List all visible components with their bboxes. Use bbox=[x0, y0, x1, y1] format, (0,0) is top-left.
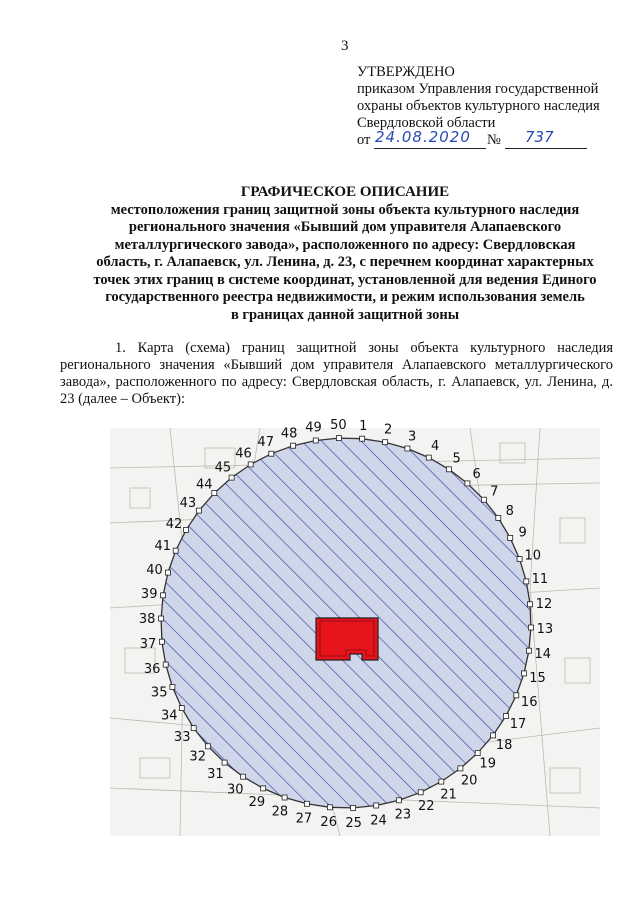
boundary-vertex bbox=[396, 798, 401, 803]
boundary-point-label: 15 bbox=[529, 671, 546, 687]
boundary-vertex bbox=[522, 671, 527, 676]
boundary-vertex bbox=[173, 548, 178, 553]
boundary-point-label: 29 bbox=[248, 794, 266, 810]
title-line-5: область, г. Алапаевск, ул. Ленина, д. 23, с перечнем координат характерных bbox=[96, 254, 594, 270]
boundary-vertex bbox=[229, 475, 234, 480]
boundary-vertex bbox=[166, 570, 171, 575]
boundary-point-label: 8 bbox=[505, 504, 514, 519]
order-line bbox=[357, 128, 637, 150]
title-line-2: местоположения границ защитной зоны объекта культурного наследия bbox=[110, 201, 580, 218]
boundary-vertex bbox=[269, 451, 274, 456]
order-number-label: № bbox=[487, 132, 501, 148]
boundary-vertex bbox=[528, 625, 533, 630]
boundary-vertex bbox=[184, 527, 189, 532]
boundary-point-label: 44 bbox=[196, 477, 213, 493]
boundary-point-label: 30 bbox=[227, 782, 244, 798]
boundary-point-label: 37 bbox=[139, 637, 157, 653]
boundary-vertex bbox=[503, 714, 508, 719]
boundary-point-label: 11 bbox=[531, 572, 549, 588]
order-number: 737 bbox=[525, 128, 554, 146]
boundary-point-label: 26 bbox=[320, 815, 337, 831]
boundary-vertex bbox=[374, 803, 379, 808]
boundary-vertex bbox=[261, 786, 266, 791]
boundary-vertex bbox=[528, 602, 533, 607]
approval-line-1: приказом Управления государственной bbox=[357, 81, 599, 97]
boundary-point-label: 40 bbox=[146, 562, 163, 578]
boundary-vertex bbox=[526, 648, 531, 653]
boundary-point-label: 36 bbox=[143, 661, 161, 677]
boundary-point-label: 9 bbox=[518, 525, 527, 541]
title-line-8: в границах данной защитной зоны bbox=[230, 306, 460, 323]
boundary-vertex bbox=[248, 462, 253, 467]
boundary-vertex bbox=[163, 662, 168, 667]
boundary-point-label: 24 bbox=[370, 813, 387, 829]
boundary-vertex bbox=[465, 481, 470, 486]
boundary-point-label: 34 bbox=[161, 708, 178, 724]
boundary-vertex bbox=[327, 805, 332, 810]
boundary-point-label: 2 bbox=[383, 422, 393, 438]
title-line-3: регионального значения «Бывший дом управителя Алапаевского bbox=[128, 219, 562, 235]
order-date: 24.08.2020 bbox=[375, 128, 471, 146]
order-from-label: от bbox=[357, 132, 371, 148]
boundary-vertex bbox=[336, 436, 341, 441]
boundary-vertex bbox=[446, 467, 451, 472]
boundary-point-label: 42 bbox=[165, 516, 183, 532]
boundary-vertex bbox=[161, 593, 166, 598]
boundary-vertex bbox=[475, 750, 480, 755]
boundary-point-label: 48 bbox=[280, 426, 298, 442]
boundary-point-label: 18 bbox=[495, 737, 513, 753]
boundary-vertex bbox=[159, 639, 164, 644]
boundary-vertex bbox=[405, 446, 410, 451]
boundary-vertex bbox=[481, 497, 486, 502]
boundary-point-label: 25 bbox=[345, 815, 362, 831]
title-line-1: ГРАФИЧЕСКОЕ ОПИСАНИЕ bbox=[240, 184, 450, 200]
boundary-vertex bbox=[508, 535, 513, 540]
boundary-vertex bbox=[170, 684, 175, 689]
boundary-vertex bbox=[360, 436, 365, 441]
boundary-vertex bbox=[282, 795, 287, 800]
boundary-vertex bbox=[179, 706, 184, 711]
title-line-7: государственного реестра недвижимости, и режим использования земель bbox=[105, 289, 585, 305]
boundary-vertex bbox=[222, 760, 227, 765]
approval-line-3: Свердловской области bbox=[357, 115, 496, 131]
boundary-vertex bbox=[383, 440, 388, 445]
boundary-point-label: 12 bbox=[535, 596, 553, 612]
boundary-point-label: 16 bbox=[520, 694, 538, 710]
boundary-vertex bbox=[313, 438, 318, 443]
boundary-vertex bbox=[206, 744, 211, 749]
boundary-point-label: 35 bbox=[150, 685, 168, 701]
boundary-vertex bbox=[517, 557, 522, 562]
page-number: 3 bbox=[341, 38, 349, 54]
boundary-vertex bbox=[426, 455, 431, 460]
boundary-point-label: 17 bbox=[509, 717, 527, 733]
boundary-point-label: 13 bbox=[536, 621, 554, 637]
boundary-point-label: 21 bbox=[440, 787, 457, 803]
boundary-vertex bbox=[191, 726, 196, 731]
section-1-text: 1. Карта (схема) границ защитной зоны объекта культурного наследия регионального значения «Бывший дом управителя Алапаевского металлургического завода», расположенного по адресу: Свердловская область, г. Алапаевск, ул. Ленина, д. 23 (далее – Объект): bbox=[60, 340, 613, 407]
boundary-point-label: 31 bbox=[207, 767, 224, 783]
approval-stamp bbox=[357, 64, 637, 150]
boundary-point-label: 43 bbox=[179, 496, 197, 512]
boundary-vertex bbox=[351, 805, 356, 810]
boundary-point-label: 33 bbox=[173, 730, 191, 745]
boundary-point-label: 7 bbox=[490, 484, 499, 500]
boundary-point-label: 20 bbox=[460, 773, 478, 789]
zone-map-svg bbox=[110, 418, 600, 836]
boundary-point-label: 23 bbox=[394, 807, 412, 823]
boundary-vertex bbox=[304, 801, 309, 806]
boundary-point-label: 49 bbox=[305, 420, 322, 436]
heritage-object bbox=[316, 618, 378, 660]
boundary-point-label: 10 bbox=[524, 548, 542, 564]
boundary-point-label: 6 bbox=[472, 466, 481, 482]
boundary-vertex bbox=[197, 508, 202, 513]
boundary-point-label: 38 bbox=[138, 612, 156, 628]
boundary-point-label: 32 bbox=[189, 749, 206, 765]
boundary-vertex bbox=[514, 693, 519, 698]
boundary-point-label: 3 bbox=[407, 429, 417, 445]
document-title bbox=[60, 184, 630, 324]
boundary-point-label: 5 bbox=[452, 451, 461, 467]
boundary-vertex bbox=[496, 515, 501, 520]
boundary-vertex bbox=[524, 579, 529, 584]
number-underline bbox=[505, 148, 587, 149]
boundary-vertex bbox=[418, 790, 423, 795]
zone-map bbox=[110, 418, 600, 836]
boundary-point-label: 22 bbox=[418, 799, 435, 815]
boundary-point-label: 19 bbox=[479, 756, 496, 772]
boundary-vertex bbox=[159, 616, 164, 621]
boundary-vertex bbox=[458, 766, 463, 771]
boundary-vertex bbox=[439, 779, 444, 784]
approval-line-2: охраны объектов культурного наследия bbox=[357, 98, 600, 114]
boundary-point-label: 14 bbox=[534, 646, 552, 662]
boundary-point-label: 4 bbox=[430, 439, 440, 455]
boundary-point-label: 27 bbox=[295, 811, 313, 827]
title-line-4: металлургического завода», расположенного по адресу: Свердловская bbox=[114, 236, 576, 253]
boundary-point-label: 28 bbox=[271, 804, 289, 820]
boundary-vertex bbox=[491, 733, 496, 738]
boundary-point-label: 50 bbox=[330, 418, 347, 434]
boundary-point-label: 39 bbox=[140, 587, 158, 603]
boundary-point-label: 46 bbox=[235, 446, 252, 462]
approval-heading: УТВЕРЖДЕНО bbox=[357, 64, 455, 80]
boundary-vertex bbox=[291, 443, 296, 448]
date-underline bbox=[374, 148, 486, 149]
section-1-paragraph bbox=[60, 340, 613, 408]
title-line-6: точек этих границ в системе координат, установленной для ведения Единого bbox=[93, 271, 597, 288]
boundary-point-label: 1 bbox=[359, 418, 368, 434]
boundary-point-label: 47 bbox=[257, 434, 274, 450]
boundary-vertex bbox=[241, 774, 246, 779]
boundary-point-label: 45 bbox=[214, 460, 232, 476]
boundary-point-label: 41 bbox=[154, 539, 172, 555]
